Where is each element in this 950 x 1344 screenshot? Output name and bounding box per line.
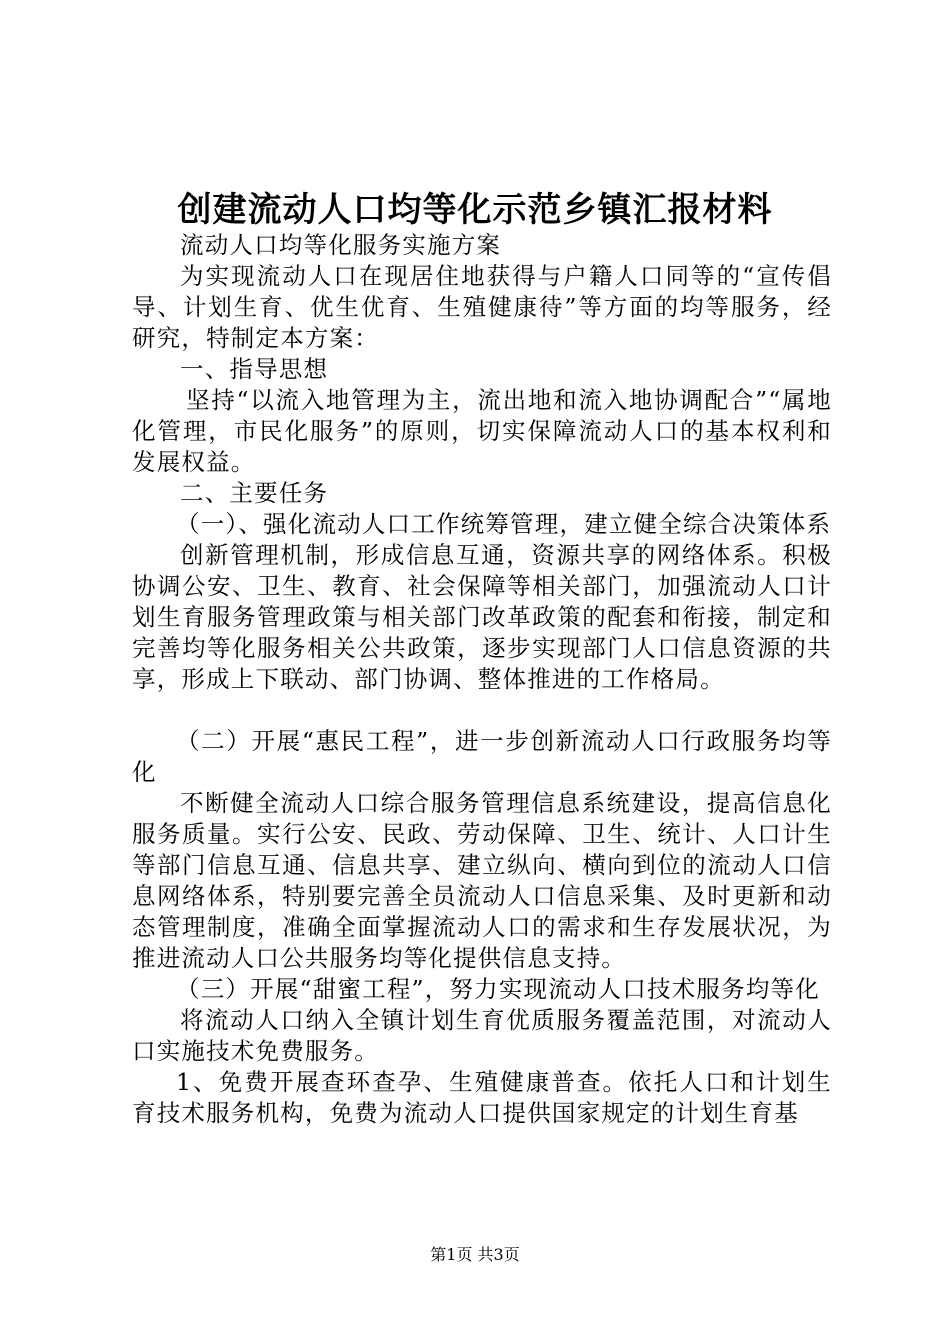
heading-task-two: （二）开展“惠民工程”，进一步创新流动人口行政服务均等化: [132, 727, 832, 786]
heading-task-one: （一）、强化流动人口工作统筹管理，建立健全综合决策体系: [176, 510, 832, 538]
heading-main-tasks: 二、主要任务: [180, 479, 329, 507]
paragraph-subtitle: 流动人口均等化服务实施方案: [180, 231, 502, 259]
paragraph-intro: 为实现流动人口在现居住地获得与户籍人口同等的“宣传倡导、计划生育、优生优育、生殖健康待”等方面的均等服务，经研究，特制定本方案：: [132, 262, 832, 352]
paragraph-guiding-ideology: 坚持“以流入地管理为主，流出地和流入地协调配合”“属地化管理，市民化服务”的原则，切实保障流动人口的基本权利和发展权益。: [132, 386, 832, 476]
paragraph-item-one: 1、免费开展查环查孕、生殖健康普查。依托人口和计划生育技术服务机构，免费为流动人口提供国家规定的计划生育基: [132, 1068, 832, 1127]
paragraph-task-two: 不断健全流动人口综合服务管理信息系统建设，提高信息化服务质量。实行公安、民政、劳动保障、卫生、统计、人口计生等部门信息互通、信息共享、建立纵向、横向到位的流动人口信息网络体系，特别要完善全员流动人口信息采集、及时更新和动态管理制度，准确全面掌握流动人口的需求和生存发展状况，为推进流动人口公共服务均等化提供信息支持。: [132, 789, 832, 972]
document-body: [132, 230, 832, 1129]
paragraph-task-three: 将流动人口纳入全镇计划生育优质服务覆盖范围，对流动人口实施技术免费服务。: [132, 1006, 832, 1065]
page-number-footer: 第1页 共3页: [430, 1245, 520, 1264]
heading-task-three: （三）开展“甜蜜工程”，努力实现流动人口技术服务均等化: [176, 975, 820, 1003]
heading-guiding-ideology: 一、指导思想: [180, 355, 329, 383]
blank-line: [132, 695, 832, 726]
document-title: 创建流动人口均等化示范乡镇汇报材料: [177, 190, 773, 230]
paragraph-task-one: 创新管理机制，形成信息互通，资源共享的网络体系。积极协调公安、卫生、教育、社会保障等相关部门，加强流动人口计划生育服务管理政策与相关部门改革政策的配套和衔接，制定和完善均等化服务相关公共政策，逐步实现部门人口信息资源的共享，形成上下联动、部门协调、整体推进的工作格局。: [132, 541, 832, 693]
